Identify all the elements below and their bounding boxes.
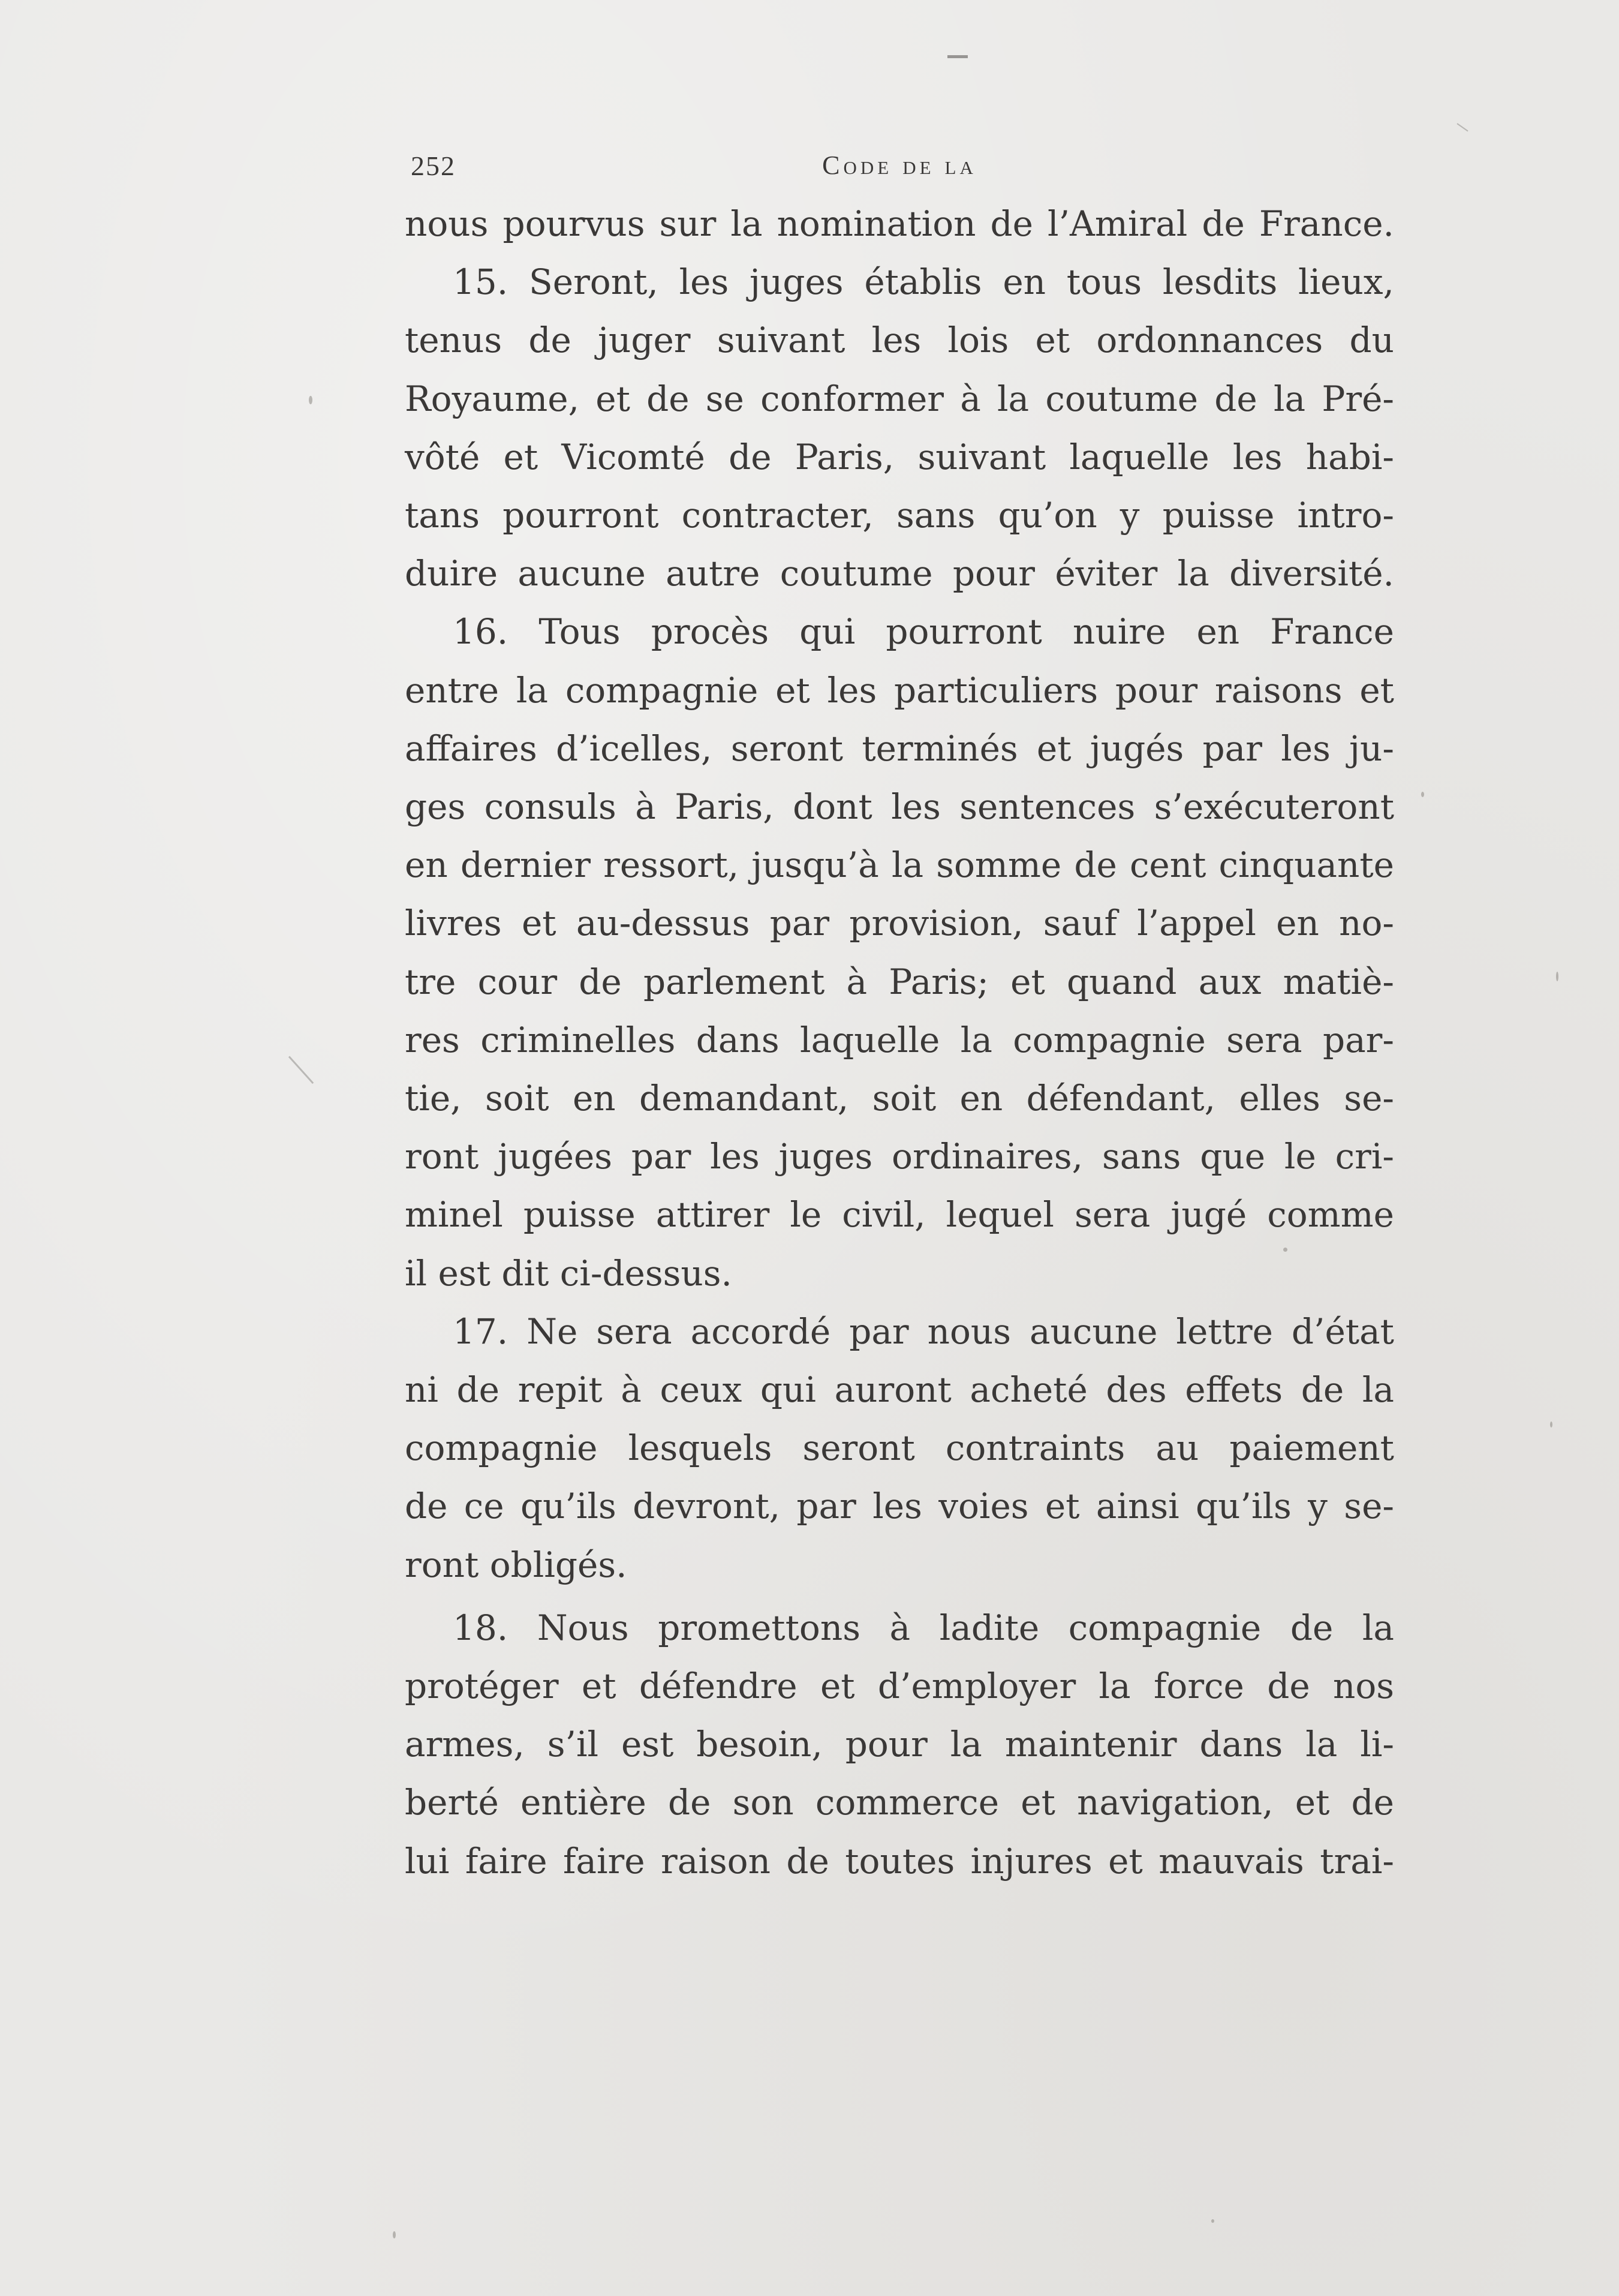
text-line: ni de repit à ceux qui auront acheté des effets de la bbox=[405, 1369, 1394, 1411]
text-line: tie, soit en demandant, soit en défendant, elles se- bbox=[405, 1078, 1394, 1119]
running-head-title: Code de la bbox=[822, 151, 977, 180]
text-block bbox=[405, 138, 1394, 1891]
text-line: en dernier ressort, jusqu’à la somme de cent cinquante bbox=[405, 845, 1394, 886]
paper-speck bbox=[1556, 972, 1558, 981]
text-line: ront obligés. bbox=[405, 1544, 627, 1585]
article-16-first-line: 16. Tous procès qui pourront nuire en France bbox=[453, 611, 1394, 653]
text-line: armes, s’il est besoin, pour la maintenir dans la li- bbox=[405, 1724, 1394, 1765]
paper-speck bbox=[393, 2231, 396, 2238]
paper-speck bbox=[309, 396, 312, 404]
text-line: duire aucune autre coutume pour éviter la diversité. bbox=[405, 553, 1394, 594]
body-text bbox=[405, 195, 1394, 1891]
running-head bbox=[405, 138, 1394, 195]
page-number: 252 bbox=[411, 151, 456, 181]
text-line: berté entière de son commerce et navigation, et de bbox=[405, 1782, 1394, 1823]
text-line: tans pourront contracter, sans qu’on y puisse intro- bbox=[405, 495, 1394, 536]
text-line: protéger et défendre et d’employer la force de nos bbox=[405, 1666, 1394, 1707]
text-line: compagnie lesquels seront contraints au paiement bbox=[405, 1428, 1394, 1469]
paper-scratch bbox=[288, 1056, 314, 1084]
article-18-first-line: 18. Nous promettons à ladite compagnie de la bbox=[453, 1607, 1394, 1648]
text-line: lui faire faire raison de toutes injures et mauvais trai- bbox=[405, 1840, 1394, 1882]
text-line: res criminelles dans laquelle la compagnie sera par- bbox=[405, 1019, 1394, 1060]
text-line: tre cour de parlement à Paris; et quand aux matiè- bbox=[405, 961, 1394, 1002]
article-15-first-line: 15. Seront, les juges établis en tous lesdits lieux, bbox=[453, 262, 1394, 303]
text-line: nous pourvus sur la nomination de l’Amiral de France. bbox=[405, 203, 1394, 244]
text-line: entre la compagnie et les particuliers pour raisons et bbox=[405, 669, 1394, 711]
paper-scratch bbox=[1457, 123, 1468, 131]
top-dash-mark bbox=[947, 55, 968, 58]
paper-speck bbox=[1421, 792, 1424, 797]
text-line: affaires d’icelles, seront terminés et jugés par les ju- bbox=[405, 728, 1394, 769]
text-line: ges consuls à Paris, dont les sentences s’exécuteront bbox=[405, 786, 1394, 828]
text-line: tenus de juger suivant les lois et ordonnances du bbox=[405, 320, 1394, 361]
text-line: Royaume, et de se conformer à la coutume de la Pré- bbox=[405, 378, 1394, 419]
paper-speck bbox=[1550, 1422, 1552, 1428]
paper-speck bbox=[1211, 2219, 1214, 2223]
paragraph-gap bbox=[405, 1594, 1394, 1599]
text-line: il est dit ci-dessus. bbox=[405, 1252, 732, 1294]
text-line: de ce qu’ils devront, par les voies et ainsi qu’ils y se- bbox=[405, 1486, 1394, 1527]
text-line: vôté et Vicomté de Paris, suivant laquelle les habi- bbox=[405, 436, 1394, 477]
text-line: ront jugées par les juges ordinaires, sans que le cri- bbox=[405, 1136, 1394, 1177]
text-line: minel puisse attirer le civil, lequel sera jugé comme bbox=[405, 1194, 1394, 1236]
text-line: livres et au-dessus par provision, sauf l’appel en no- bbox=[405, 903, 1394, 944]
article-17-first-line: 17. Ne sera accordé par nous aucune lettre d’état bbox=[453, 1311, 1394, 1352]
